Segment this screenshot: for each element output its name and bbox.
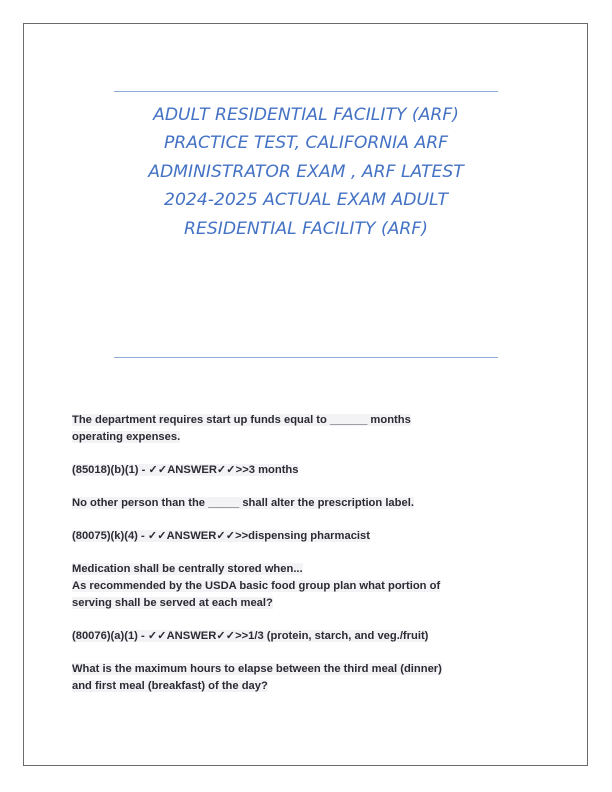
top-divider [114,91,498,92]
question-paragraph [72,495,542,512]
title-line: 2024-2025 ACTUAL EXAM ADULT [164,190,448,211]
question-line: No other person than the _____ shall alter the prescription label. [72,497,414,509]
question-line: What is the maximum hours to elapse between the third meal (dinner) [72,663,442,675]
title-line: PRACTICE TEST, CALIFORNIA ARF [163,133,449,154]
title-line: ADMINISTRATOR EXAM , ARF LATEST [148,161,464,182]
answer-paragraph [72,528,542,545]
title-line: ADULT RESIDENTIAL FACILITY (ARF) [153,105,459,125]
document-title [96,101,516,243]
question-line: As recommended by the USDA basic food group plan what portion of [72,580,441,592]
question-line: Medication shall be centrally stored when... [72,563,303,575]
question-line: and first meal (breakfast) of the day? [72,680,268,692]
title-line: RESIDENTIAL FACILITY (ARF) [184,218,428,239]
question-paragraph [72,412,542,446]
answer-line: (80076)(a)(1) - ✓✓ANSWER✓✓>>1/3 (protein, starch, and veg./fruit) [72,630,429,642]
question-line: The department requires start up funds equal to ______ months [72,414,411,426]
answer-paragraph [72,628,542,645]
question-line: serving shall be served at each meal? [72,597,273,609]
question-list [72,412,542,695]
answer-line: (80075)(k)(4) - ✓✓ANSWER✓✓>>dispensing pharmacist [72,530,370,542]
question-paragraph [72,561,542,612]
question-line: operating expenses. [72,431,181,443]
question-paragraph [72,661,542,695]
answer-line: (85018)(b)(1) - ✓✓ANSWER✓✓>>3 months [72,464,299,476]
bottom-divider [114,357,498,358]
answer-paragraph [72,462,542,479]
